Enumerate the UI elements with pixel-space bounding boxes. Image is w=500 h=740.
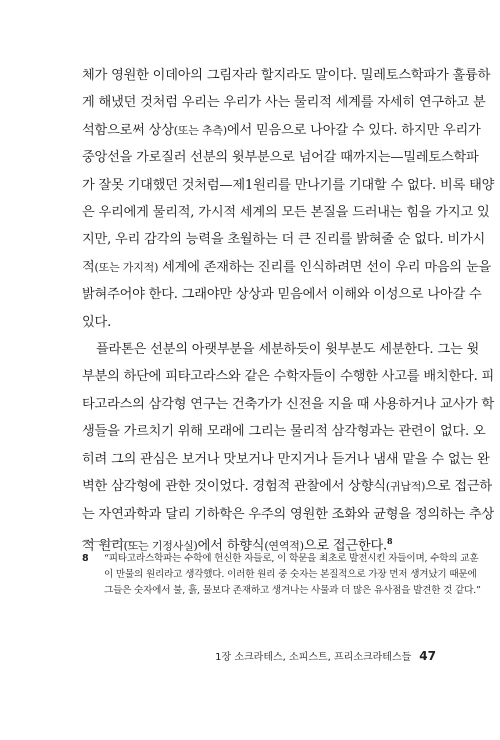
chapter-title: 1장 소크라테스, 소피스트, 프리소크라테스들 (215, 652, 412, 663)
gloss-text: (또는 추측) (173, 123, 227, 137)
text-line (82, 363, 495, 390)
text-line (82, 309, 437, 336)
gloss-text: (귀납적) (385, 480, 426, 494)
text-run: 으로 접근하 (425, 479, 492, 495)
gloss-text: (또는 가지적) (94, 260, 159, 274)
text-line (82, 336, 480, 363)
text-line (82, 418, 486, 445)
paragraph-1 (82, 62, 495, 336)
text-run: 게 해냈던 것처럼 우리는 우리가 사는 물리적 세계를 자세히 연구하고 분 (82, 95, 486, 111)
text-line (82, 473, 492, 500)
text-run: 부분의 하단에 피타고라스와 같은 수학자들이 수행한 사고를 배치한다. 피 (82, 369, 495, 385)
text-run: 타고라스의 삼각형 연구는 건축가가 신전을 지을 때 사용하거나 교사가 학 (82, 396, 495, 412)
paragraph-2 (82, 336, 495, 560)
text-line (82, 144, 479, 171)
gloss-text: (연역적) (264, 539, 304, 553)
text-run: 벽한 삼각형에 관한 것이었다. 경험적 관찰에서 상향식 (82, 479, 386, 495)
text-run: 가 잘못 기대했던 것처럼—제1원리를 만나기를 기대할 수 없다. 비록 태양 (82, 177, 495, 193)
text-run: 는 자연과학과 달리 기하학은 우주의 영원한 조화와 균형을 정의하는 추상 (82, 506, 495, 522)
text-run: 지만, 우리 감각의 능력을 초월하는 더 큰 진리를 밝혀줄 순 없다. 비가시 (82, 232, 485, 248)
text-run: 적 (82, 259, 95, 275)
text-run: 중앙선을 가로질러 선분의 윗부분으로 넘어갈 때까지는—밀레토스학파 (82, 150, 479, 166)
body-text (82, 62, 495, 560)
running-footer (215, 648, 436, 663)
footnote-line: “피타고라스학파는 수학에 헌신한 자들로, 이 학문을 최초로 발전시킨 자들이며, 수학의 교훈 (104, 553, 479, 564)
text-line (82, 89, 486, 116)
text-line (82, 226, 485, 253)
footnote-text (104, 551, 481, 599)
text-line (82, 446, 490, 473)
text-run: 에서 하향식 (197, 538, 265, 554)
footnote-divider (82, 541, 140, 542)
text-run: 있다. (82, 314, 112, 330)
text-line (82, 281, 482, 308)
text-run: 적 원리 (82, 538, 124, 554)
text-run: 세계에 존재하는 진리를 인식하려면 선이 우리 마음의 눈을 (158, 259, 492, 275)
text-run: 밝혀주어야 한다. 그래야만 상상과 믿음에서 이해와 이성으로 나아갈 수 (82, 287, 482, 303)
text-line (82, 501, 495, 528)
text-line (82, 199, 490, 226)
text-run: 에서 믿음으로 나아갈 수 있다. 하지만 우리가 (226, 122, 481, 138)
footnote-line: 그들은 숫자에서 불, 흙, 물보다 존재하고 생겨나는 사물과 더 많은 유사점을 발견한 것 같다.” (104, 585, 481, 596)
text-line (82, 117, 481, 144)
text-run: 플라톤은 선분의 아랫부분을 세분하듯이 윗부분도 세분한다. 그는 윗 (96, 342, 480, 358)
footnote-reference[interactable]: 8 (387, 535, 393, 546)
text-run: 체가 영원한 이데아의 그림자라 할지라도 말이다. 밀레토스학파가 훌륭하 (82, 68, 491, 83)
text-run: 으로 접근한다. (303, 538, 388, 554)
text-line (82, 391, 495, 418)
text-run: 히려 그의 관심은 보거나 맛보거나 만지거나 듣거나 냄새 맡을 수 없는 완 (82, 451, 490, 467)
gloss-text: (또는 기정사실) (123, 539, 198, 553)
footnote-line: 이 만물의 원리라고 생각했다. 이러한 원리 중 숫자는 본질적으로 가장 먼저 생겨났기 때문에 (104, 569, 477, 580)
footnote-number: 8 (82, 553, 89, 564)
text-line (82, 254, 492, 281)
page-number: 47 (419, 649, 436, 663)
text-run: 석함으로써 상상 (82, 122, 174, 138)
text-run: 은 우리에게 물리적, 가시적 세계의 모든 본질을 드러내는 힘을 가지고 있 (82, 205, 490, 221)
text-line (82, 172, 495, 199)
text-run: 생들을 가르치기 위해 모래에 그리는 물리적 삼각형과는 관련이 없다. 오 (82, 424, 486, 440)
text-line (82, 62, 491, 89)
